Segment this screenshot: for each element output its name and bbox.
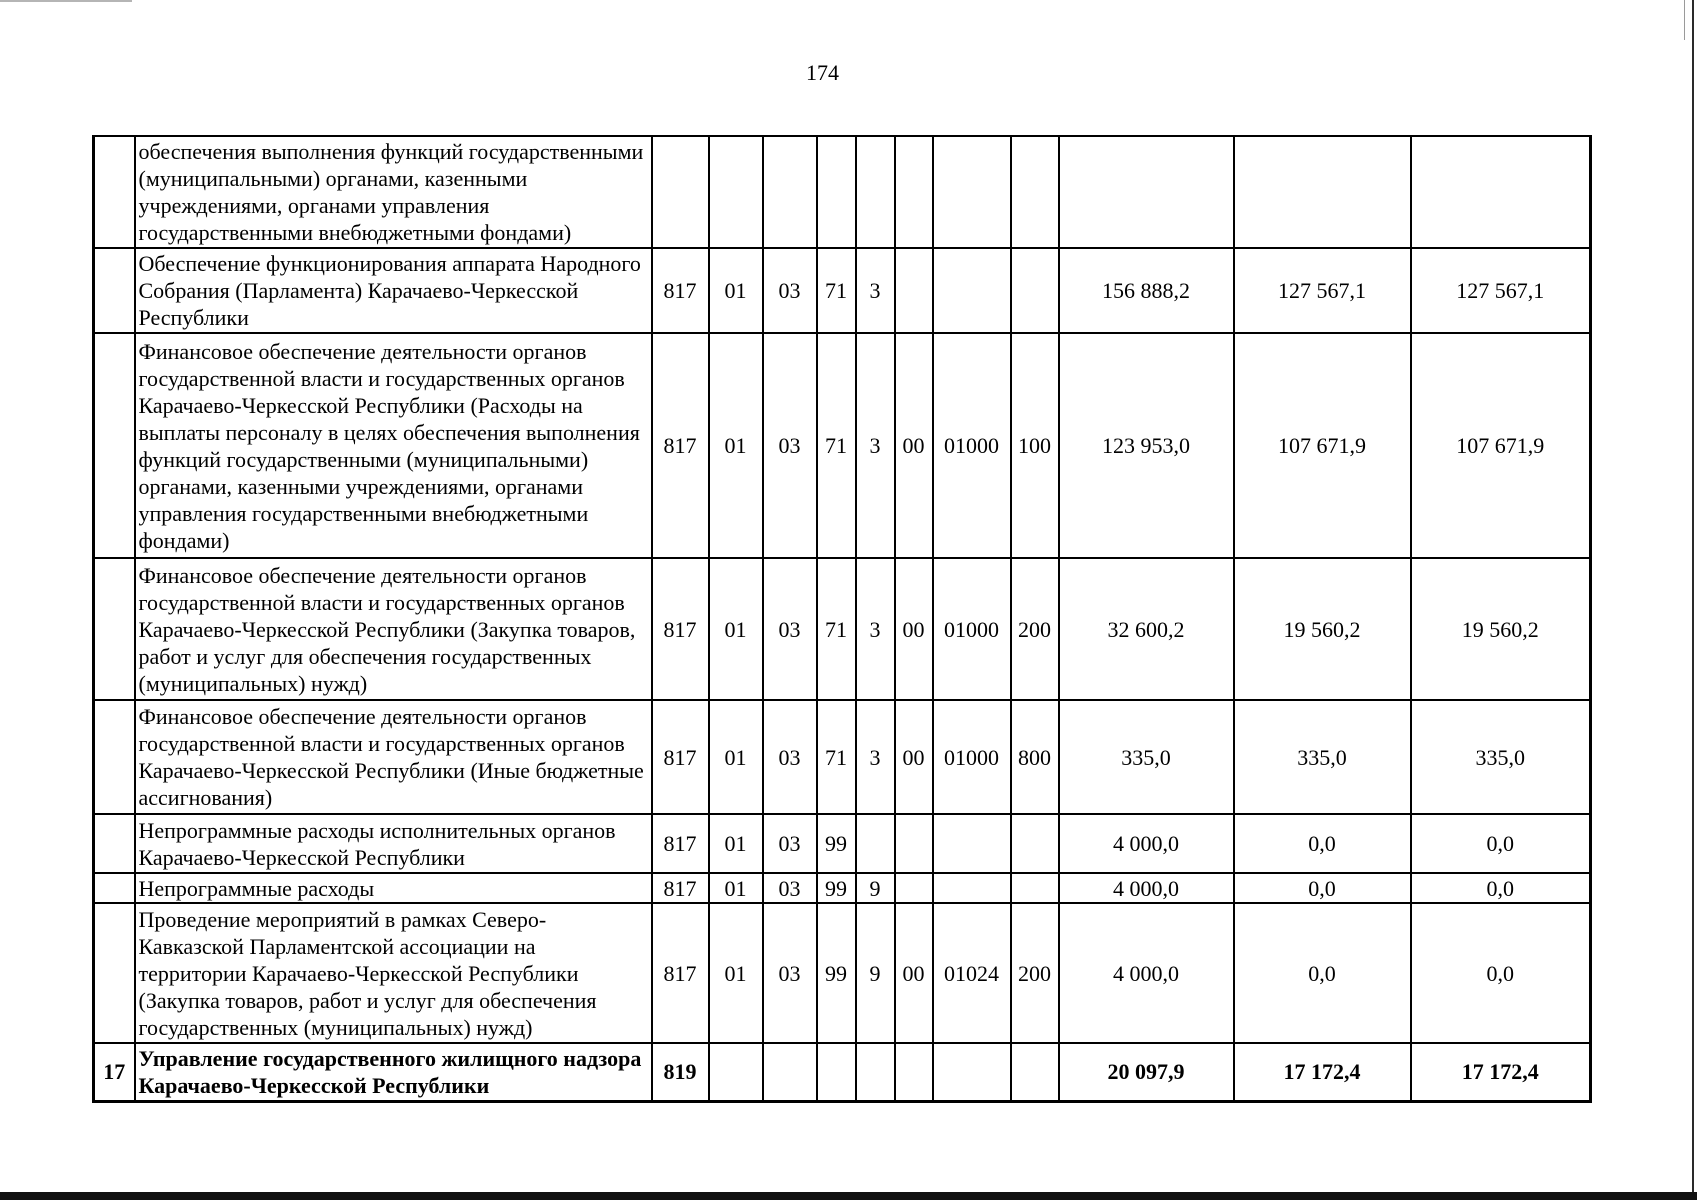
code-cs4: 01000 — [933, 558, 1011, 700]
code-ved: 817 — [652, 873, 709, 903]
code-cs1: 71 — [817, 248, 856, 333]
code-cs1: 71 — [817, 333, 856, 558]
amount-year1 — [1059, 136, 1234, 248]
amount-year3: 0,0 — [1411, 873, 1591, 903]
code-cs4: 01000 — [933, 333, 1011, 558]
code-cs3 — [895, 1043, 933, 1101]
code-ved: 817 — [652, 903, 709, 1043]
code-pr: 03 — [763, 558, 817, 700]
code-rz: 01 — [709, 558, 763, 700]
code-vr — [1011, 1043, 1059, 1101]
table-row — [94, 333, 1591, 558]
table-row — [94, 700, 1591, 814]
code-vr: 200 — [1011, 558, 1059, 700]
code-cs4 — [933, 136, 1011, 248]
row-name: Финансовое обеспечение деятельности органов государственной власти и государственных органов Карачаево-Черкесской Республики (Расходы на выплаты персоналу в целях обеспечения выполнения функций государственными (муниципальными) органами, казенными учреждениями, органами управления государственными внебюджетными фондами) — [135, 333, 652, 558]
scan-edge-bottom — [0, 1192, 1697, 1200]
row-name: Непрограммные расходы — [135, 873, 652, 903]
row-number — [94, 903, 135, 1043]
amount-year2 — [1234, 136, 1411, 248]
table-row — [94, 903, 1591, 1043]
code-rz: 01 — [709, 814, 763, 873]
code-vr: 800 — [1011, 700, 1059, 814]
row-name: Финансовое обеспечение деятельности органов государственной власти и государственных органов Карачаево-Черкесской Республики (Иные бюджетные ассигнования) — [135, 700, 652, 814]
table-row — [94, 136, 1591, 248]
row-name: обеспечения выполнения функций государственными (муниципальными) органами, казенными учреждениями, органами управления государственными внебюджетными фондами) — [135, 136, 652, 248]
table-row — [94, 248, 1591, 333]
code-pr — [763, 1043, 817, 1101]
amount-year3: 17 172,4 — [1411, 1043, 1591, 1101]
code-ved: 817 — [652, 814, 709, 873]
scan-edge-right — [1692, 0, 1694, 1200]
row-number — [94, 333, 135, 558]
code-pr: 03 — [763, 700, 817, 814]
row-name: Финансовое обеспечение деятельности органов государственной власти и государственных органов Карачаево-Черкесской Республики (Закупка товаров, работ и услуг для обеспечения государственных (муниципальных) нужд) — [135, 558, 652, 700]
row-name: Непрограммные расходы исполнительных органов Карачаево-Черкесской Республики — [135, 814, 652, 873]
row-name: Обеспечение функционирования аппарата Народного Собрания (Парламента) Карачаево-Черкесской Республики — [135, 248, 652, 333]
code-vr: 200 — [1011, 903, 1059, 1043]
page-number: 174 — [806, 60, 839, 85]
code-cs3: 00 — [895, 903, 933, 1043]
code-cs1 — [817, 1043, 856, 1101]
amount-year3 — [1411, 136, 1591, 248]
scan-edge-top — [0, 0, 132, 2]
amount-year1: 20 097,9 — [1059, 1043, 1234, 1101]
amount-year2: 19 560,2 — [1234, 558, 1411, 700]
code-cs1: 99 — [817, 873, 856, 903]
row-number — [94, 700, 135, 814]
amount-year2: 107 671,9 — [1234, 333, 1411, 558]
code-cs3 — [895, 814, 933, 873]
row-number — [94, 814, 135, 873]
code-rz: 01 — [709, 700, 763, 814]
code-pr: 03 — [763, 333, 817, 558]
code-rz: 01 — [709, 903, 763, 1043]
amount-year3: 19 560,2 — [1411, 558, 1591, 700]
code-vr — [1011, 814, 1059, 873]
code-pr: 03 — [763, 903, 817, 1043]
row-number — [94, 248, 135, 333]
code-rz: 01 — [709, 873, 763, 903]
code-cs2: 3 — [856, 558, 895, 700]
row-number — [94, 873, 135, 903]
code-cs3 — [895, 136, 933, 248]
amount-year3: 0,0 — [1411, 814, 1591, 873]
code-cs3: 00 — [895, 333, 933, 558]
code-pr: 03 — [763, 873, 817, 903]
code-vr — [1011, 136, 1059, 248]
code-cs2 — [856, 1043, 895, 1101]
code-ved: 817 — [652, 248, 709, 333]
scan-edge-right-light — [1684, 0, 1685, 40]
amount-year1: 156 888,2 — [1059, 248, 1234, 333]
code-cs1: 71 — [817, 558, 856, 700]
code-cs4 — [933, 873, 1011, 903]
table-row — [94, 558, 1591, 700]
code-pr — [763, 136, 817, 248]
row-name: Управление государственного жилищного надзора Карачаево-Черкесской Республики — [135, 1043, 652, 1101]
amount-year2: 0,0 — [1234, 903, 1411, 1043]
code-cs3 — [895, 248, 933, 333]
code-cs4: 01000 — [933, 700, 1011, 814]
code-cs2: 9 — [856, 903, 895, 1043]
amount-year3: 127 567,1 — [1411, 248, 1591, 333]
code-cs1: 99 — [817, 814, 856, 873]
amount-year1: 4 000,0 — [1059, 873, 1234, 903]
amount-year1: 335,0 — [1059, 700, 1234, 814]
code-ved: 817 — [652, 333, 709, 558]
code-cs3: 00 — [895, 700, 933, 814]
code-cs2: 3 — [856, 248, 895, 333]
amount-year1: 4 000,0 — [1059, 903, 1234, 1043]
code-cs1 — [817, 136, 856, 248]
code-cs3: 00 — [895, 558, 933, 700]
amount-year3: 0,0 — [1411, 903, 1591, 1043]
amount-year2: 17 172,4 — [1234, 1043, 1411, 1101]
code-cs1: 71 — [817, 700, 856, 814]
amount-year2: 335,0 — [1234, 700, 1411, 814]
code-rz — [709, 136, 763, 248]
code-cs4 — [933, 248, 1011, 333]
code-cs2: 3 — [856, 700, 895, 814]
table-row — [94, 1043, 1591, 1101]
budget-table — [92, 135, 1592, 1103]
code-cs2: 9 — [856, 873, 895, 903]
code-vr — [1011, 873, 1059, 903]
code-vr — [1011, 248, 1059, 333]
amount-year2: 0,0 — [1234, 814, 1411, 873]
code-ved — [652, 136, 709, 248]
amount-year1: 32 600,2 — [1059, 558, 1234, 700]
code-cs2 — [856, 814, 895, 873]
code-cs4: 01024 — [933, 903, 1011, 1043]
amount-year3: 335,0 — [1411, 700, 1591, 814]
row-number — [94, 558, 135, 700]
row-name: Проведение мероприятий в рамках Северо-Кавказской Парламентской ассоциации на территории Карачаево-Черкесской Республики (Закупка товаров, работ и услуг для обеспечения государственных (муниципальных) нужд) — [135, 903, 652, 1043]
amount-year2: 0,0 — [1234, 873, 1411, 903]
code-ved: 817 — [652, 558, 709, 700]
code-rz: 01 — [709, 248, 763, 333]
table-row — [94, 814, 1591, 873]
code-pr: 03 — [763, 248, 817, 333]
code-cs1: 99 — [817, 903, 856, 1043]
code-cs4 — [933, 814, 1011, 873]
amount-year1: 4 000,0 — [1059, 814, 1234, 873]
code-cs2: 3 — [856, 333, 895, 558]
code-cs4 — [933, 1043, 1011, 1101]
table-row — [94, 873, 1591, 903]
amount-year2: 127 567,1 — [1234, 248, 1411, 333]
code-ved: 819 — [652, 1043, 709, 1101]
row-number: 17 — [94, 1043, 135, 1101]
code-ved: 817 — [652, 700, 709, 814]
code-cs2 — [856, 136, 895, 248]
code-rz — [709, 1043, 763, 1101]
code-cs3 — [895, 873, 933, 903]
code-pr: 03 — [763, 814, 817, 873]
row-number — [94, 136, 135, 248]
amount-year3: 107 671,9 — [1411, 333, 1591, 558]
code-vr: 100 — [1011, 333, 1059, 558]
amount-year1: 123 953,0 — [1059, 333, 1234, 558]
code-rz: 01 — [709, 333, 763, 558]
